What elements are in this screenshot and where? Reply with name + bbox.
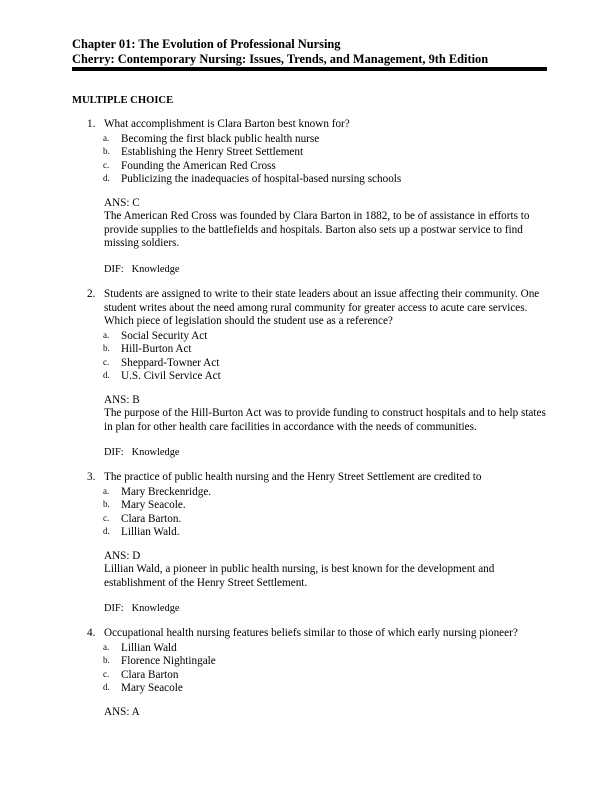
rationale-text: The purpose of the Hill-Burton Act was to provide funding to construct hospitals and to help states in plan for other health care facilities in accordance with the needs of communities. [104, 407, 546, 433]
chapter-title: Chapter 01: The Evolution of Professional Nursing [72, 37, 341, 51]
book-title: Cherry: Contemporary Nursing: Issues, Trends, and Management, 9th Edition [72, 52, 489, 66]
choice-a [72, 486, 552, 500]
choice-letter: b. [103, 655, 110, 666]
question-stem [72, 288, 552, 329]
choice-text: Lillian Wald [121, 641, 177, 654]
difficulty-label: DIF: [104, 447, 124, 459]
question-number: 3. [87, 471, 96, 483]
choice-letter: c. [103, 159, 110, 170]
choice-letter: a. [103, 641, 110, 652]
difficulty-line [72, 602, 552, 616]
choice-letter: d. [103, 526, 110, 537]
choice-c [72, 160, 552, 174]
rationale-text: Lillian Wald, a pioneer in public health nursing, is best known for the development and establishment of the Henry Street Settlement. [104, 563, 495, 589]
question-text: Students are assigned to write to their state leaders about an issue affecting their community. One student writes about the need among rural community for greater access to acute care services. Which piece of legislation should the student use as a reference? [104, 288, 540, 327]
question-stem [72, 627, 552, 641]
choice-d [72, 682, 552, 696]
choice-letter: b. [103, 499, 110, 510]
answer-key: ANS: A [104, 705, 140, 718]
choice-text: Lillian Wald. [121, 526, 180, 539]
question-4 [72, 627, 552, 719]
choice-letter: a. [103, 485, 110, 496]
choice-a [72, 330, 552, 344]
document-header [72, 37, 542, 67]
question-number: 1. [87, 118, 96, 130]
choice-b [72, 343, 552, 357]
difficulty-line [72, 263, 552, 277]
question-number: 2. [87, 288, 96, 300]
section-title: MULTIPLE CHOICE [72, 95, 174, 106]
difficulty-line [72, 446, 552, 460]
choice-a [72, 133, 552, 147]
question-stem [72, 471, 552, 485]
choice-text: Establishing the Henry Street Settlement [121, 146, 304, 159]
header-rule [72, 67, 547, 71]
answer-key: ANS: D [104, 549, 141, 562]
question-2 [72, 288, 552, 460]
rationale-text: The American Red Cross was founded by Clara Barton in 1882, to be of assistance in efforts to provide supplies to the battlefields and hospitals. Barton also sets up a postwar service to find missing soldiers. [104, 210, 530, 250]
difficulty-value: Knowledge [131, 263, 180, 275]
difficulty-label: DIF: [104, 263, 124, 275]
choice-letter: d. [103, 173, 110, 184]
choice-letter: d. [103, 370, 110, 381]
question-1 [72, 118, 552, 276]
difficulty-value: Knowledge [131, 603, 180, 615]
choice-letter: a. [103, 329, 110, 340]
choice-text: Founding the American Red Cross [121, 159, 276, 172]
choice-b [72, 655, 552, 669]
question-stem [72, 118, 552, 132]
choice-d [72, 173, 552, 187]
choice-text: Hill-Burton Act [121, 343, 192, 356]
choice-c [72, 357, 552, 371]
answer-key: ANS: B [104, 393, 140, 406]
choice-d [72, 526, 552, 540]
choice-letter: a. [103, 132, 110, 143]
question-text: The practice of public health nursing and the Henry Street Settlement are credited to [104, 471, 482, 483]
difficulty-value: Knowledge [131, 447, 180, 459]
choice-text: Mary Seacole [121, 682, 183, 695]
answer-key: ANS: C [104, 196, 140, 209]
choice-text: Clara Barton. [121, 512, 182, 525]
difficulty-label: DIF: [104, 603, 124, 615]
choice-letter: c. [103, 356, 110, 367]
choice-b [72, 146, 552, 160]
question-3 [72, 471, 552, 616]
choice-text: Publicizing the inadequacies of hospital-based nursing schools [121, 173, 402, 186]
choice-d [72, 370, 552, 384]
choice-letter: d. [103, 682, 110, 693]
choice-letter: c. [103, 512, 110, 523]
choice-letter: b. [103, 146, 110, 157]
question-text: What accomplishment is Clara Barton best known for? [104, 118, 350, 130]
choice-b [72, 499, 552, 513]
choice-c [72, 513, 552, 527]
question-text: Occupational health nursing features beliefs similar to those of which early nursing pioneer? [104, 627, 518, 639]
choice-text: U.S. Civil Service Act [121, 370, 221, 383]
choice-text: Mary Breckenridge. [121, 485, 212, 498]
choice-letter: c. [103, 668, 110, 679]
choice-text: Social Security Act [121, 329, 208, 342]
choice-text: Sheppard-Towner Act [121, 356, 220, 369]
choice-text: Florence Nightingale [121, 655, 216, 668]
choice-letter: b. [103, 343, 110, 354]
choice-text: Clara Barton [121, 668, 179, 681]
choice-c [72, 669, 552, 683]
choice-a [72, 642, 552, 656]
question-number: 4. [87, 627, 96, 639]
choice-text: Mary Seacole. [121, 499, 186, 512]
choice-text: Becoming the first black public health nurse [121, 132, 320, 145]
